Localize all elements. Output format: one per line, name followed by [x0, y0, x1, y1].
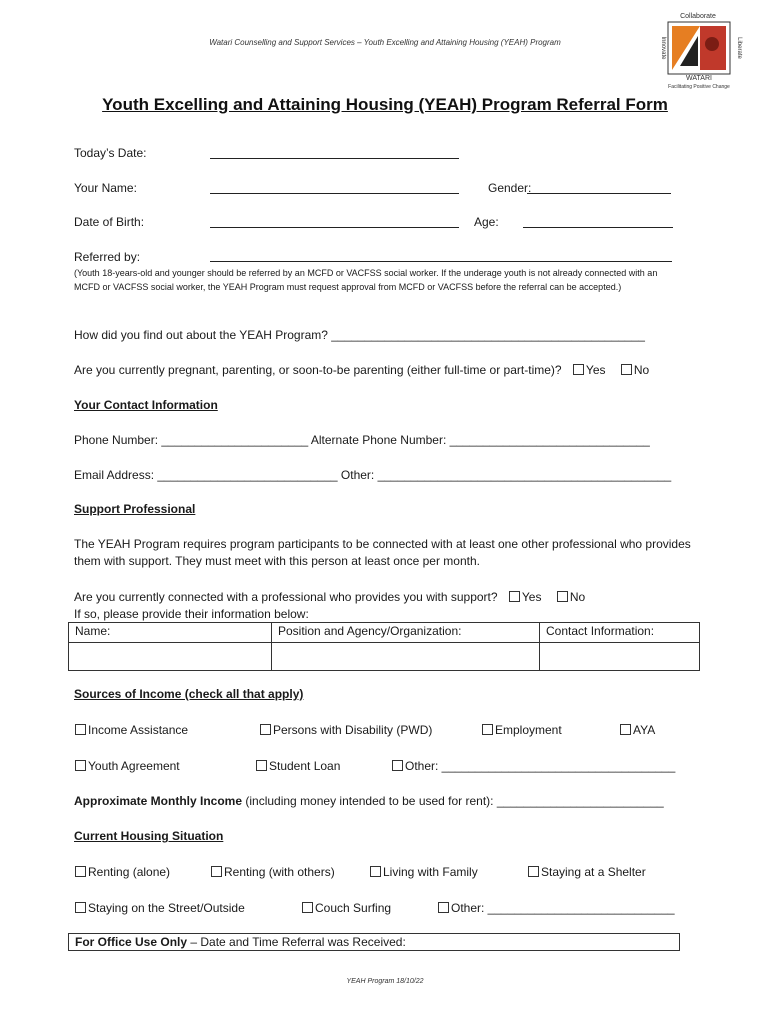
- income-option-employment[interactable]: Employment: [482, 723, 562, 737]
- checkbox[interactable]: [75, 902, 86, 913]
- gender-label: Gender:: [488, 181, 532, 195]
- checkbox[interactable]: [438, 902, 449, 913]
- todays-date-label: Today’s Date:: [74, 146, 147, 160]
- email-line[interactable]: Email Address: ___________________________ Other: ____________________________________________: [74, 468, 672, 482]
- connected-question-text: Are you currently connected with a professional who provides you with support?: [74, 590, 498, 604]
- table-header-row: [69, 623, 700, 643]
- age-label: Age:: [474, 215, 499, 229]
- table-header-contact: Contact Information:: [540, 623, 700, 643]
- age-field[interactable]: [523, 227, 673, 228]
- your-name-field[interactable]: [210, 193, 459, 194]
- connected-yes-option[interactable]: Yes: [509, 590, 542, 604]
- income-option-pwd[interactable]: Persons with Disability (PWD): [260, 723, 432, 737]
- contact-cell[interactable]: [540, 643, 700, 671]
- referred-by-label: Referred by:: [74, 250, 141, 264]
- table-row: [69, 643, 700, 671]
- income-heading: Sources of Income (check all that apply): [74, 687, 304, 701]
- logo-name-text: WATARI: [686, 75, 712, 82]
- pregnant-question-text: Are you currently pregnant, parenting, or soon-to-be parenting (either full-time or part-time)?: [74, 363, 562, 377]
- office-use-box[interactable]: [68, 933, 680, 951]
- income-option-student-loan[interactable]: Student Loan: [256, 759, 340, 773]
- monthly-income-line[interactable]: Approximate Monthly Income (including money intended to be used for rent): _________________________: [74, 794, 664, 808]
- checkbox[interactable]: [528, 866, 539, 877]
- gender-field[interactable]: [527, 193, 671, 194]
- table-header-position: Position and Agency/Organization:: [272, 623, 540, 643]
- position-cell[interactable]: [272, 643, 540, 671]
- checkbox[interactable]: [256, 760, 267, 771]
- housing-option-renting-others[interactable]: Renting (with others): [211, 865, 335, 879]
- connected-no-option[interactable]: No: [557, 590, 585, 604]
- office-use-text: – Date and Time Referral was Received:: [187, 935, 406, 949]
- contact-heading: Your Contact Information: [74, 398, 218, 412]
- pregnant-no-option[interactable]: No: [621, 363, 649, 377]
- housing-option-other[interactable]: Other: ____________________________: [438, 901, 675, 915]
- checkbox[interactable]: [75, 724, 86, 735]
- income-option-youth-agreement[interactable]: Youth Agreement: [75, 759, 180, 773]
- checkbox[interactable]: [211, 866, 222, 877]
- housing-option-street[interactable]: Staying on the Street/Outside: [75, 901, 245, 915]
- checkbox[interactable]: [621, 364, 632, 375]
- pregnant-yes-option[interactable]: Yes: [573, 363, 606, 377]
- phone-line[interactable]: Phone Number: ______________________ Alternate Phone Number: ______________________________: [74, 433, 650, 447]
- housing-option-shelter[interactable]: Staying at a Shelter: [528, 865, 646, 879]
- checkbox[interactable]: [302, 902, 313, 913]
- dob-field[interactable]: [210, 227, 459, 228]
- checkbox[interactable]: [573, 364, 584, 375]
- income-option-assistance[interactable]: Income Assistance: [75, 723, 188, 737]
- pregnant-question: [74, 363, 649, 377]
- income-option-aya[interactable]: AYA: [620, 723, 655, 737]
- housing-heading: Current Housing Situation: [74, 829, 224, 843]
- logo-tagline: Facilitating Positive Change: [668, 84, 730, 90]
- name-cell[interactable]: [69, 643, 272, 671]
- professional-table: [68, 622, 700, 671]
- todays-date-field[interactable]: [210, 158, 459, 159]
- page-header: Watari Counselling and Support Services – Youth Excelling and Attaining Housing (YEAH) Program: [209, 38, 561, 47]
- checkbox[interactable]: [392, 760, 403, 771]
- checkbox[interactable]: [75, 760, 86, 771]
- connected-question: [74, 590, 585, 604]
- your-name-label: Your Name:: [74, 181, 137, 195]
- if-so-text: If so, please provide their information below:: [74, 607, 309, 621]
- page-title: Youth Excelling and Attaining Housing (YEAH) Program Referral Form: [102, 95, 668, 114]
- checkbox[interactable]: [620, 724, 631, 735]
- find-out-question[interactable]: How did you find out about the YEAH Program? _______________________________________________: [74, 328, 645, 342]
- table-header-name: Name:: [69, 623, 272, 643]
- support-heading: Support Professional: [74, 502, 196, 516]
- logo-top-text: Collaborate: [680, 13, 716, 20]
- dob-label: Date of Birth:: [74, 215, 145, 229]
- checkbox[interactable]: [482, 724, 493, 735]
- housing-option-couch-surfing[interactable]: Couch Surfing: [302, 901, 391, 915]
- checkbox[interactable]: [260, 724, 271, 735]
- page-footer: YEAH Program 18/10/22: [346, 978, 424, 985]
- logo-left-text: Innovate: [660, 36, 666, 60]
- watari-logo: [650, 8, 750, 90]
- support-paragraph: The YEAH Program requires program participants to be connected with at least one other professional who provides them with support. They must meet with this person at least once per month.: [74, 537, 691, 568]
- checkbox[interactable]: [509, 591, 520, 602]
- checkbox[interactable]: [370, 866, 381, 877]
- referred-by-field[interactable]: [210, 261, 672, 262]
- checkbox[interactable]: [75, 866, 86, 877]
- income-option-other[interactable]: Other: ___________________________________: [392, 759, 675, 773]
- referral-note: (Youth 18-years-old and younger should be referred by an MCFD or VACFSS social worker. If the underage youth is not already connected with an MCFD or VACFSS social worker, the YEAH Program must request approval from MCFD or VACFSS before the referral can be accepted.): [74, 268, 658, 292]
- checkbox[interactable]: [557, 591, 568, 602]
- office-use-label: For Office Use Only: [75, 935, 188, 949]
- housing-option-renting-alone[interactable]: Renting (alone): [75, 865, 170, 879]
- housing-option-family[interactable]: Living with Family: [370, 865, 478, 879]
- logo-right-text: Liberate: [736, 37, 742, 59]
